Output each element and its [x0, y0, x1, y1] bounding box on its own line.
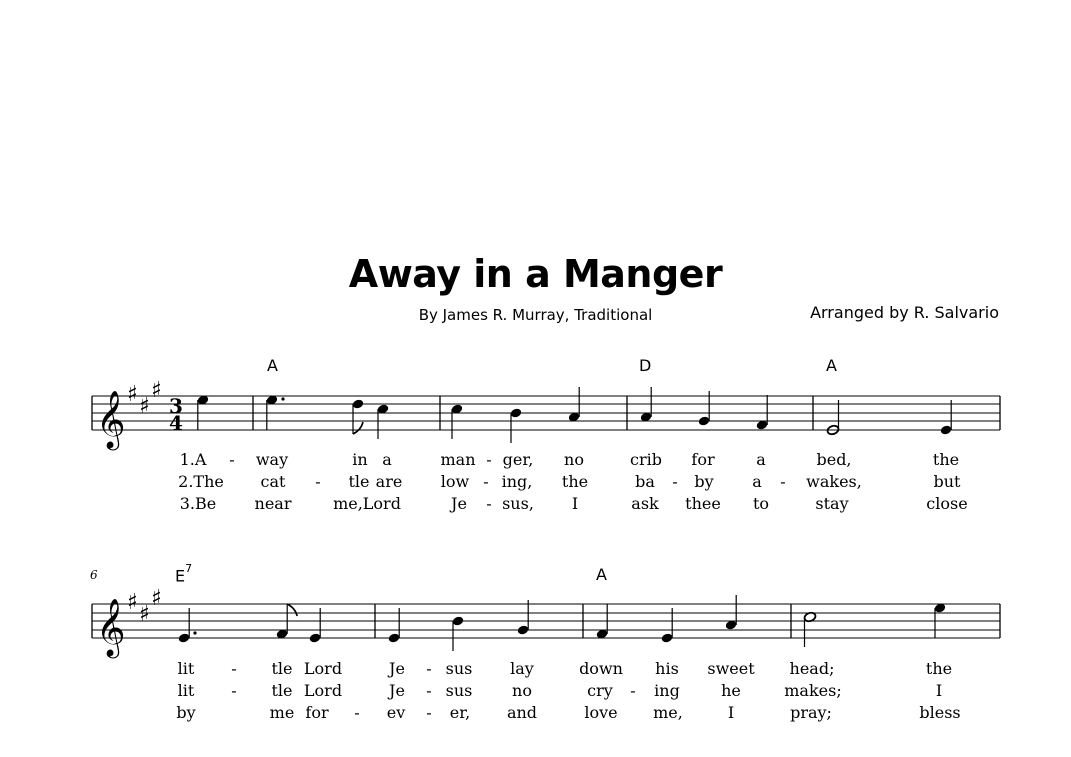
lyric-hyphen: - — [229, 450, 235, 469]
chord-symbol: A — [267, 356, 278, 375]
lyric-syllable: sweet — [707, 659, 755, 678]
arranger-credit: Arranged by R. Salvario — [810, 303, 999, 322]
lyric-syllable: I — [571, 494, 579, 513]
lyric-syllable: ing — [654, 681, 680, 700]
lyric-hyphen: - — [426, 659, 432, 678]
treble-clef-icon: 𝄞 — [96, 390, 126, 448]
lyric-syllable: Lord — [303, 659, 343, 678]
lyric-syllable: sus, — [502, 494, 534, 513]
lyric-syllable: for — [691, 450, 715, 469]
lyric-syllable: ba — [635, 472, 655, 491]
svg-text:♯: ♯ — [151, 586, 162, 611]
song-subtitle: By James R. Murray, Traditional — [418, 306, 653, 324]
lyric-syllable: by — [694, 472, 714, 491]
lyric-syllable: bless — [919, 703, 961, 722]
lyric-syllable: 2.The — [178, 472, 224, 491]
lyric-syllable: 1.A — [179, 450, 207, 469]
lyric-syllable: ger, — [502, 450, 534, 469]
lyric-syllable: wakes, — [806, 472, 862, 491]
lyric-syllable: the — [561, 472, 589, 491]
svg-text:♯: ♯ — [139, 602, 150, 627]
chord-symbol: A — [826, 356, 837, 375]
lyric-syllable: the — [932, 450, 960, 469]
lyric-syllable: er, — [449, 703, 471, 722]
lyric-syllable: Lord — [303, 681, 343, 700]
svg-text:♯: ♯ — [151, 378, 162, 403]
lyric-hyphen: - — [426, 703, 432, 722]
lyric-syllable: cry — [587, 681, 613, 700]
lyric-hyphen: - — [231, 659, 237, 678]
lyric-syllable: way — [255, 450, 289, 469]
lyric-syllable: bed, — [816, 450, 852, 469]
chord-extension: 7 — [185, 562, 193, 575]
lyric-syllable: low — [440, 472, 470, 491]
lyric-syllable: a — [382, 450, 392, 469]
lyric-syllable: me, — [653, 703, 683, 722]
lyric-syllable: stay — [815, 494, 849, 513]
lyric-syllable: 3.Be — [179, 494, 217, 513]
lyric-syllable: sus — [445, 681, 473, 700]
lyric-hyphen: - — [630, 681, 636, 700]
lyric-syllable: a — [752, 472, 762, 491]
lyric-syllable: ing, — [501, 472, 533, 491]
svg-text:♯: ♯ — [127, 590, 138, 615]
lyric-syllable: I — [727, 703, 735, 722]
lyric-syllable: cat — [260, 472, 286, 491]
lyric-syllable: and — [506, 703, 538, 722]
lyric-syllable: thee — [685, 494, 721, 513]
svg-text:3: 3 — [169, 394, 183, 418]
lyric-syllable: no — [564, 450, 584, 469]
lyric-syllable: a — [756, 450, 766, 469]
lyric-syllable: tle — [348, 472, 370, 491]
lyric-syllable: near — [254, 494, 292, 513]
lyric-syllable: ask — [631, 494, 659, 513]
lyric-syllable: Je — [389, 659, 405, 678]
time-signature — [169, 394, 183, 435]
lyric-hyphen: - — [426, 681, 432, 700]
lyric-syllable: tle — [271, 659, 293, 678]
svg-text:♯: ♯ — [139, 394, 150, 419]
staff-system-1 — [92, 378, 1000, 451]
lyric-hyphen: - — [231, 681, 237, 700]
svg-text:♯: ♯ — [127, 382, 138, 407]
lyric-syllable: lit — [177, 681, 195, 700]
lyric-syllable: close — [926, 494, 968, 513]
lyric-syllable: to — [752, 494, 770, 513]
measure-number: 6 — [90, 568, 98, 582]
lyric-hyphen: - — [672, 472, 678, 491]
lyric-syllable: his — [655, 659, 679, 678]
lyric-syllable: crib — [630, 450, 662, 469]
lyric-syllable: but — [933, 472, 961, 491]
lyric-hyphen: - — [315, 472, 321, 491]
song-title: Away in a Manger — [348, 252, 723, 296]
lyric-hyphen: - — [354, 703, 360, 722]
lyric-syllable: I — [935, 681, 943, 700]
lyric-hyphen: - — [780, 472, 786, 491]
lyric-syllable: Je — [389, 681, 405, 700]
lyric-syllable: ev — [386, 703, 406, 722]
lyric-syllable: me — [269, 703, 295, 722]
lyric-syllable: lay — [510, 659, 534, 678]
chord-symbol: D — [639, 356, 652, 375]
lyric-syllable: head; — [789, 659, 835, 678]
lyric-syllable: Je — [451, 494, 467, 513]
lyric-syllable: sus — [445, 659, 473, 678]
lyric-hyphen: - — [486, 450, 492, 469]
lyric-syllable: for — [305, 703, 329, 722]
chord-root: E — [175, 566, 186, 586]
lyric-syllable: man — [440, 450, 476, 469]
lyric-syllable: lit — [177, 659, 195, 678]
lyric-syllable: me,Lord — [333, 494, 401, 513]
lyric-syllable: by — [176, 703, 196, 722]
lyric-syllable: in — [352, 450, 368, 469]
lyric-hyphen: - — [483, 472, 489, 491]
lyric-syllable: makes; — [784, 681, 842, 700]
chord-symbol: A — [596, 565, 607, 584]
lyric-syllable: love — [584, 703, 618, 722]
lyric-syllable: no — [512, 681, 532, 700]
staff-system-2 — [92, 586, 1000, 659]
lyric-hyphen: - — [486, 494, 492, 513]
lyric-syllable: the — [925, 659, 953, 678]
lyric-syllable: tle — [271, 681, 293, 700]
lyric-syllable: he — [721, 681, 741, 700]
svg-text:4: 4 — [169, 411, 183, 435]
lyric-syllable: down — [579, 659, 623, 678]
treble-clef-icon: 𝄞 — [96, 598, 126, 656]
lyric-syllable: are — [375, 472, 403, 491]
lyric-syllable: pray; — [790, 703, 832, 722]
